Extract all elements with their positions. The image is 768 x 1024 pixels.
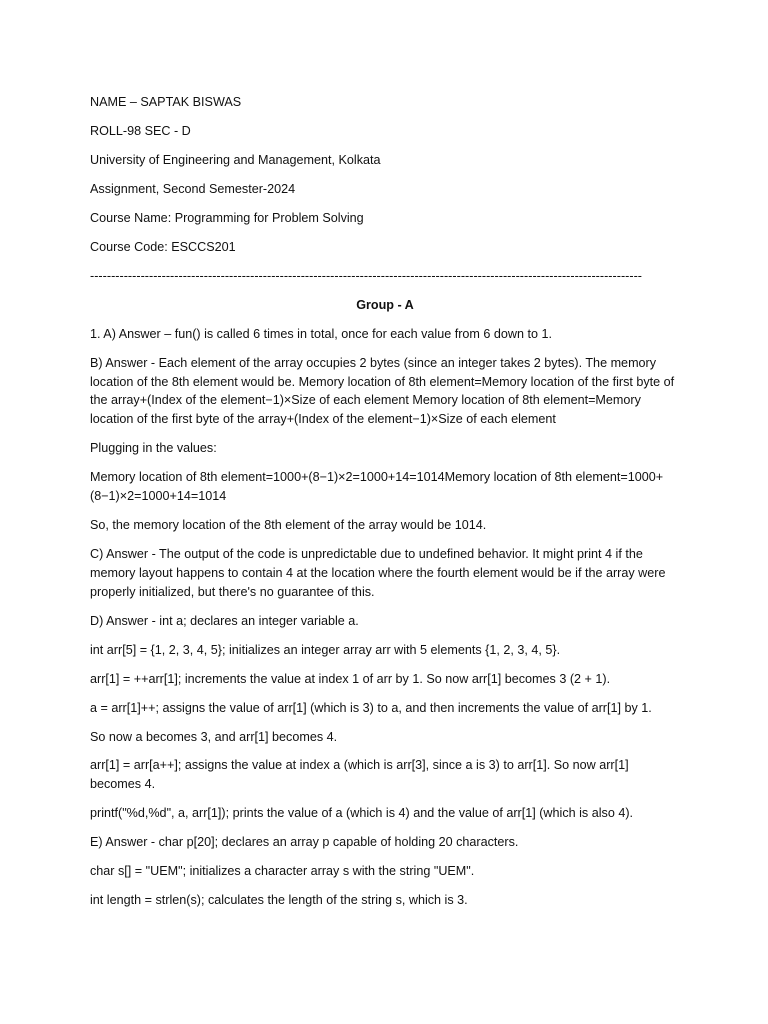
array-init: int arr[5] = {1, 2, 3, 4, 5}; initializes an integer array arr with 5 elements {1, 2, 3, 4, 5}.: [90, 642, 561, 657]
strlen-explanation: int length = strlen(s); calculates the length of the string s, which is 3.: [90, 893, 468, 908]
answer-1c: C) Answer - The output of the code is unpredictable due to undefined behavior. It might print 4 if the memory layout happens to contain 4 at the location where the fourth element would be if the array were properly initialized, but there's no guarantee of this.: [90, 546, 666, 599]
roll-section: ROLL-98 SEC - D: [90, 123, 191, 138]
dashed-divider: -----------------------------------------------------------------------------------------------------------------------------------: [90, 268, 643, 283]
values-state: So now a becomes 3, and arr[1] becomes 4.: [90, 729, 338, 744]
plugging-values: Plugging in the values:: [90, 441, 217, 456]
course-name: Course Name: Programming for Problem Solving: [90, 210, 364, 225]
memory-result: So, the memory location of the 8th element of the array would be 1014.: [90, 518, 487, 532]
document-page: [90, 93, 680, 920]
answer-1d: D) Answer - int a; declares an integer variable a.: [90, 613, 359, 628]
string-init: char s[] = "UEM"; initializes a character array s with the string "UEM".: [90, 864, 475, 879]
assignment-title: Assignment, Second Semester-2024: [90, 181, 296, 196]
answer-1b: B) Answer - Each element of the array occupies 2 bytes (since an integer takes 2 bytes). The memory location of the 8th element would be. Memory location of 8th element=Memory location of the first byte of the array+(Index of the element−1)×Size of each element Memory location of 8th element=Memory location of the first byte of the array+(Index of the element−1)×Size of each element: [90, 355, 675, 427]
course-code: Course Code: ESCCS201: [90, 239, 236, 254]
answer-1e: E) Answer - char p[20]; declares an array p capable of holding 20 characters.: [90, 835, 519, 850]
post-increment: a = arr[1]++; assigns the value of arr[1] (which is 3) to a, and then increments the value of arr[1] by 1.: [90, 700, 652, 715]
answer-1a: 1. A) Answer – fun() is called 6 times in total, once for each value from 6 down to 1.: [90, 326, 553, 341]
group-heading: Group - A: [356, 297, 414, 312]
printf-explanation: printf("%d,%d", a, arr[1]); prints the value of a (which is 4) and the value of arr[1] (which is also 4).: [90, 806, 634, 821]
student-name: NAME – SAPTAK BISWAS: [90, 95, 242, 109]
university-name: University of Engineering and Management, Kolkata: [90, 152, 381, 167]
memory-calculation: Memory location of 8th element=1000+(8−1)×2=1000+14=1014Memory location of 8th element=1000+(8−1)×2=1000+14=1014: [90, 470, 664, 504]
pre-increment: arr[1] = ++arr[1]; increments the value at index 1 of arr by 1. So now arr[1] becomes 3 (2 + 1).: [90, 671, 611, 686]
array-assignment: arr[1] = arr[a++]; assigns the value at index a (which is arr[3], since a is 3) to arr[1]. So now arr[1] becomes 4.: [90, 758, 629, 792]
